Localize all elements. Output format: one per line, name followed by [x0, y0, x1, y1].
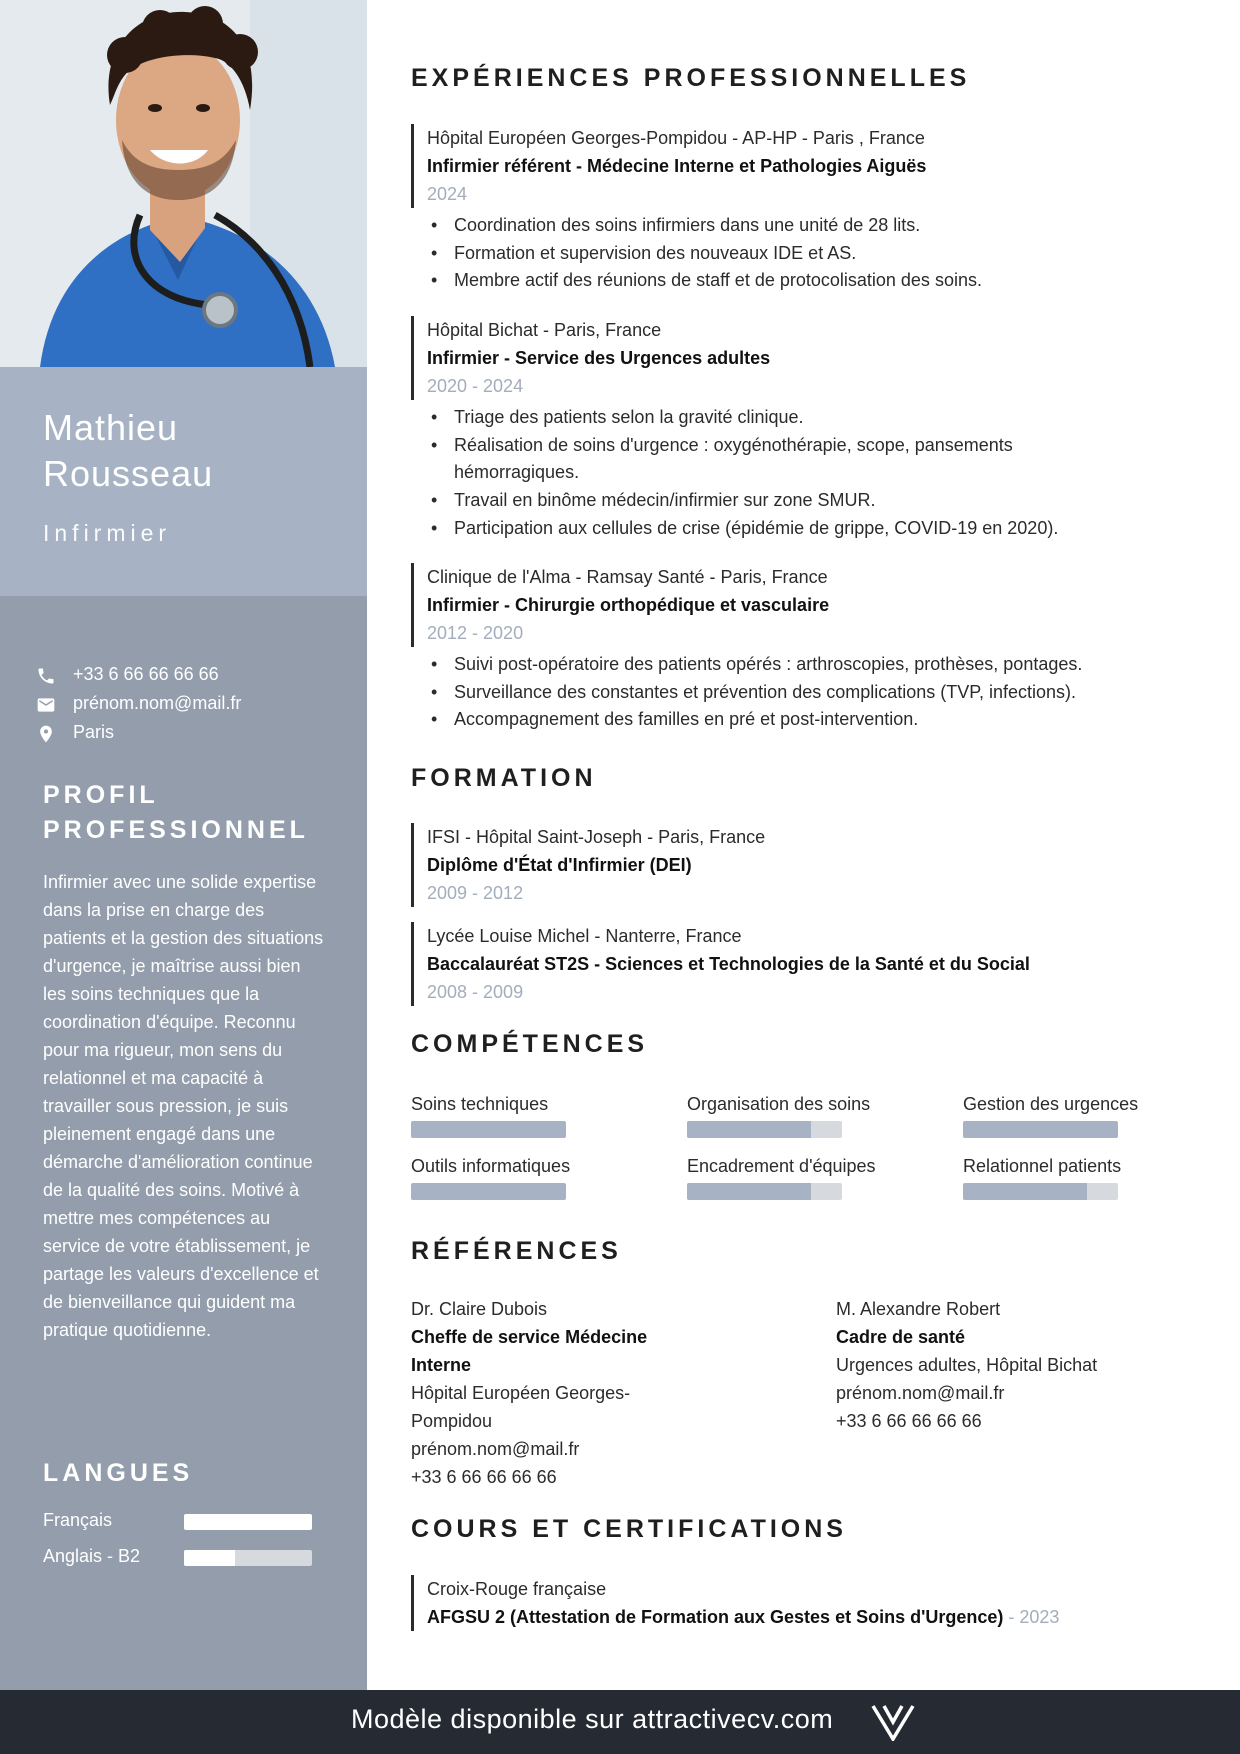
experience-date: 2020 - 2024	[427, 376, 524, 396]
experience-bullets	[427, 212, 1197, 295]
list-item: • Formation et supervision des nouveaux IDE et AS.	[427, 240, 1197, 268]
education-date: 2008 - 2009	[427, 982, 524, 1002]
experience-role: Infirmier - Chirurgie orthopédique et vasculaire	[427, 595, 830, 615]
experience-entry	[411, 124, 1191, 208]
contact-email	[36, 691, 356, 720]
nurse-portrait-image	[0, 0, 367, 367]
contact-phone	[36, 662, 356, 691]
list-item: • Coordination des soins infirmiers dans une unité de 28 lits.	[427, 212, 1197, 240]
language-item	[43, 1508, 333, 1536]
job-title: Infirmier	[43, 520, 172, 546]
experience-role: Infirmier - Service des Urgences adultes	[427, 348, 771, 368]
reference-item	[411, 1295, 811, 1491]
city-text: Paris	[73, 722, 115, 742]
skill-item	[687, 1152, 917, 1200]
contact-city	[36, 720, 356, 749]
list-item: • Participation aux cellules de crise (épidémie de grippe, COVID-19 en 2020).	[427, 515, 1197, 543]
reference-name: M. Alexandre Robert	[836, 1299, 1001, 1319]
skill-level-fill	[687, 1183, 811, 1200]
certification-org: Croix-Rouge française	[427, 1579, 607, 1599]
language-level-fill	[184, 1514, 312, 1530]
language-level-fill	[184, 1550, 235, 1566]
profile-text: Infirmier avec une solide expertise dans la prise en charge des patients et la gestion des situations d'urgence, je maîtrise aussi bien les soins techniques que la coordination d'équipe. Reconnu pour ma rigueur, mon sens du relationnel et ma capacité à travailler sous pression, je suis pleinement engagé dans une démarche d'amélioration continue de la qualité des soins. Motivé à mettre mes compétences au service de votre établissement, je partage les valeurs d'excellence et de bienveillance qui guident ma pratique quotidienne.	[43, 872, 324, 1340]
reference-role: Cheffe de service Médecine	[411, 1327, 648, 1347]
education-degree: Baccalauréat ST2S - Sciences et Technologies de la Santé et du Social	[427, 954, 1030, 974]
language-name: Français	[43, 1510, 113, 1530]
experience-entry	[411, 563, 1191, 647]
education-title: FORMATION	[411, 764, 597, 792]
certification-line	[427, 1603, 1191, 1631]
list-item: • Travail en binôme médecin/infirmier sur zone SMUR.	[427, 487, 1197, 515]
skill-name: Soins techniques	[411, 1094, 549, 1114]
phone-text: +33 6 66 66 66 66	[73, 664, 219, 684]
experience-date: 2024	[427, 184, 468, 204]
reference-phone: +33 6 66 66 66 66	[411, 1467, 557, 1487]
certification-entry	[411, 1575, 1191, 1631]
certification-year: 2023	[1019, 1607, 1060, 1627]
reference-place: Pompidou	[411, 1411, 493, 1431]
skill-level-bar	[963, 1121, 1118, 1138]
education-degree: Diplôme d'État d'Infirmier (DEI)	[427, 855, 692, 875]
education-date: 2009 - 2012	[427, 883, 524, 903]
skill-level-fill	[963, 1121, 1118, 1138]
last-name: Rousseau	[43, 453, 214, 494]
attractivecv-logo-icon	[871, 1703, 915, 1741]
profile-photo	[0, 0, 367, 367]
footer-banner	[0, 1690, 1240, 1754]
reference-phone: +33 6 66 66 66 66	[836, 1411, 982, 1431]
first-name: Mathieu	[43, 407, 179, 448]
language-item	[43, 1544, 333, 1572]
skill-item	[411, 1152, 641, 1200]
skill-level-bar	[411, 1121, 566, 1138]
experience-bullets	[427, 651, 1197, 734]
list-item: • Réalisation de soins d'urgence : oxygénothérapie, scope, pansements hémorragiques.	[427, 432, 1127, 487]
reference-item	[836, 1295, 1236, 1435]
education-org: IFSI - Hôpital Saint-Joseph - Paris, France	[427, 827, 766, 847]
footer-text: Modèle disponible sur attractivecv.com	[351, 1704, 834, 1734]
skill-level-fill	[963, 1183, 1087, 1200]
contact-block	[36, 662, 356, 749]
list-item: • Accompagnement des familles en pré et post-intervention.	[427, 706, 1197, 734]
certification-separator: -	[1003, 1607, 1020, 1627]
list-item: • Membre actif des réunions de staff et de protocolisation des soins.	[427, 267, 1197, 295]
skill-level-bar	[411, 1183, 566, 1200]
list-item: • Suivi post-opératoire des patients opérés : arthroscopies, prothèses, pontages.	[427, 651, 1197, 679]
experience-org: Hôpital Européen Georges-Pompidou - AP-HP - Paris , France	[427, 128, 925, 148]
education-org: Lycée Louise Michel - Nanterre, France	[427, 926, 742, 946]
certification-title: AFGSU 2 (Attestation de Formation aux Gestes et Soins d'Urgence)	[427, 1607, 1004, 1627]
skill-item	[411, 1090, 641, 1138]
reference-email: prénom.nom@mail.fr	[411, 1439, 580, 1459]
skill-item	[963, 1152, 1193, 1200]
skill-level-fill	[687, 1121, 811, 1138]
experience-date: 2012 - 2020	[427, 623, 524, 643]
list-item: • Triage des patients selon la gravité clinique.	[427, 404, 1197, 432]
skills-title: COMPÉTENCES	[411, 1030, 649, 1058]
language-level-bar	[184, 1514, 312, 1530]
experience-title: EXPÉRIENCES PROFESSIONNELLES	[411, 64, 971, 92]
mail-icon	[36, 695, 56, 715]
reference-place: Hôpital Européen Georges-	[411, 1383, 631, 1403]
education-entry	[411, 823, 1191, 907]
experience-role: Infirmier référent - Médecine Interne et Pathologies Aiguës	[427, 156, 927, 176]
skill-name: Organisation des soins	[687, 1094, 871, 1114]
skill-name: Encadrement d'équipes	[687, 1156, 876, 1176]
skill-level-bar	[687, 1121, 842, 1138]
reference-name: Dr. Claire Dubois	[411, 1299, 548, 1319]
skill-item	[687, 1090, 917, 1138]
location-pin-icon	[36, 724, 56, 744]
certifications-title: COURS ET CERTIFICATIONS	[411, 1515, 847, 1543]
skill-item	[963, 1090, 1193, 1138]
language-level-bar	[184, 1550, 312, 1566]
profile-title: PROFIL PROFESSIONNEL	[43, 781, 309, 844]
skill-name: Relationnel patients	[963, 1156, 1122, 1176]
language-name: Anglais - B2	[43, 1546, 141, 1566]
sidebar	[0, 0, 367, 1690]
name-box	[0, 367, 367, 596]
experience-bullets	[427, 404, 1197, 543]
skill-name: Gestion des urgences	[963, 1094, 1139, 1114]
references-title: RÉFÉRENCES	[411, 1237, 622, 1265]
skill-level-bar	[963, 1183, 1118, 1200]
person-name	[43, 405, 343, 497]
reference-email: prénom.nom@mail.fr	[836, 1383, 1005, 1403]
education-entry	[411, 922, 1191, 1006]
email-text: prénom.nom@mail.fr	[73, 693, 242, 713]
experience-org: Hôpital Bichat - Paris, France	[427, 320, 662, 340]
experience-entry	[411, 316, 1191, 400]
reference-role: Interne	[411, 1355, 472, 1375]
phone-icon	[36, 666, 56, 686]
skill-level-bar	[687, 1183, 842, 1200]
skill-level-fill	[411, 1183, 566, 1200]
skill-name: Outils informatiques	[411, 1156, 571, 1176]
list-item: • Surveillance des constantes et prévention des complications (TVP, infections).	[427, 679, 1197, 707]
skill-level-fill	[411, 1121, 566, 1138]
languages-title: LANGUES	[43, 1459, 194, 1487]
reference-place: Urgences adultes, Hôpital Bichat	[836, 1355, 1098, 1375]
experience-org: Clinique de l'Alma - Ramsay Santé - Paris, France	[427, 567, 828, 587]
reference-role: Cadre de santé	[836, 1327, 966, 1347]
